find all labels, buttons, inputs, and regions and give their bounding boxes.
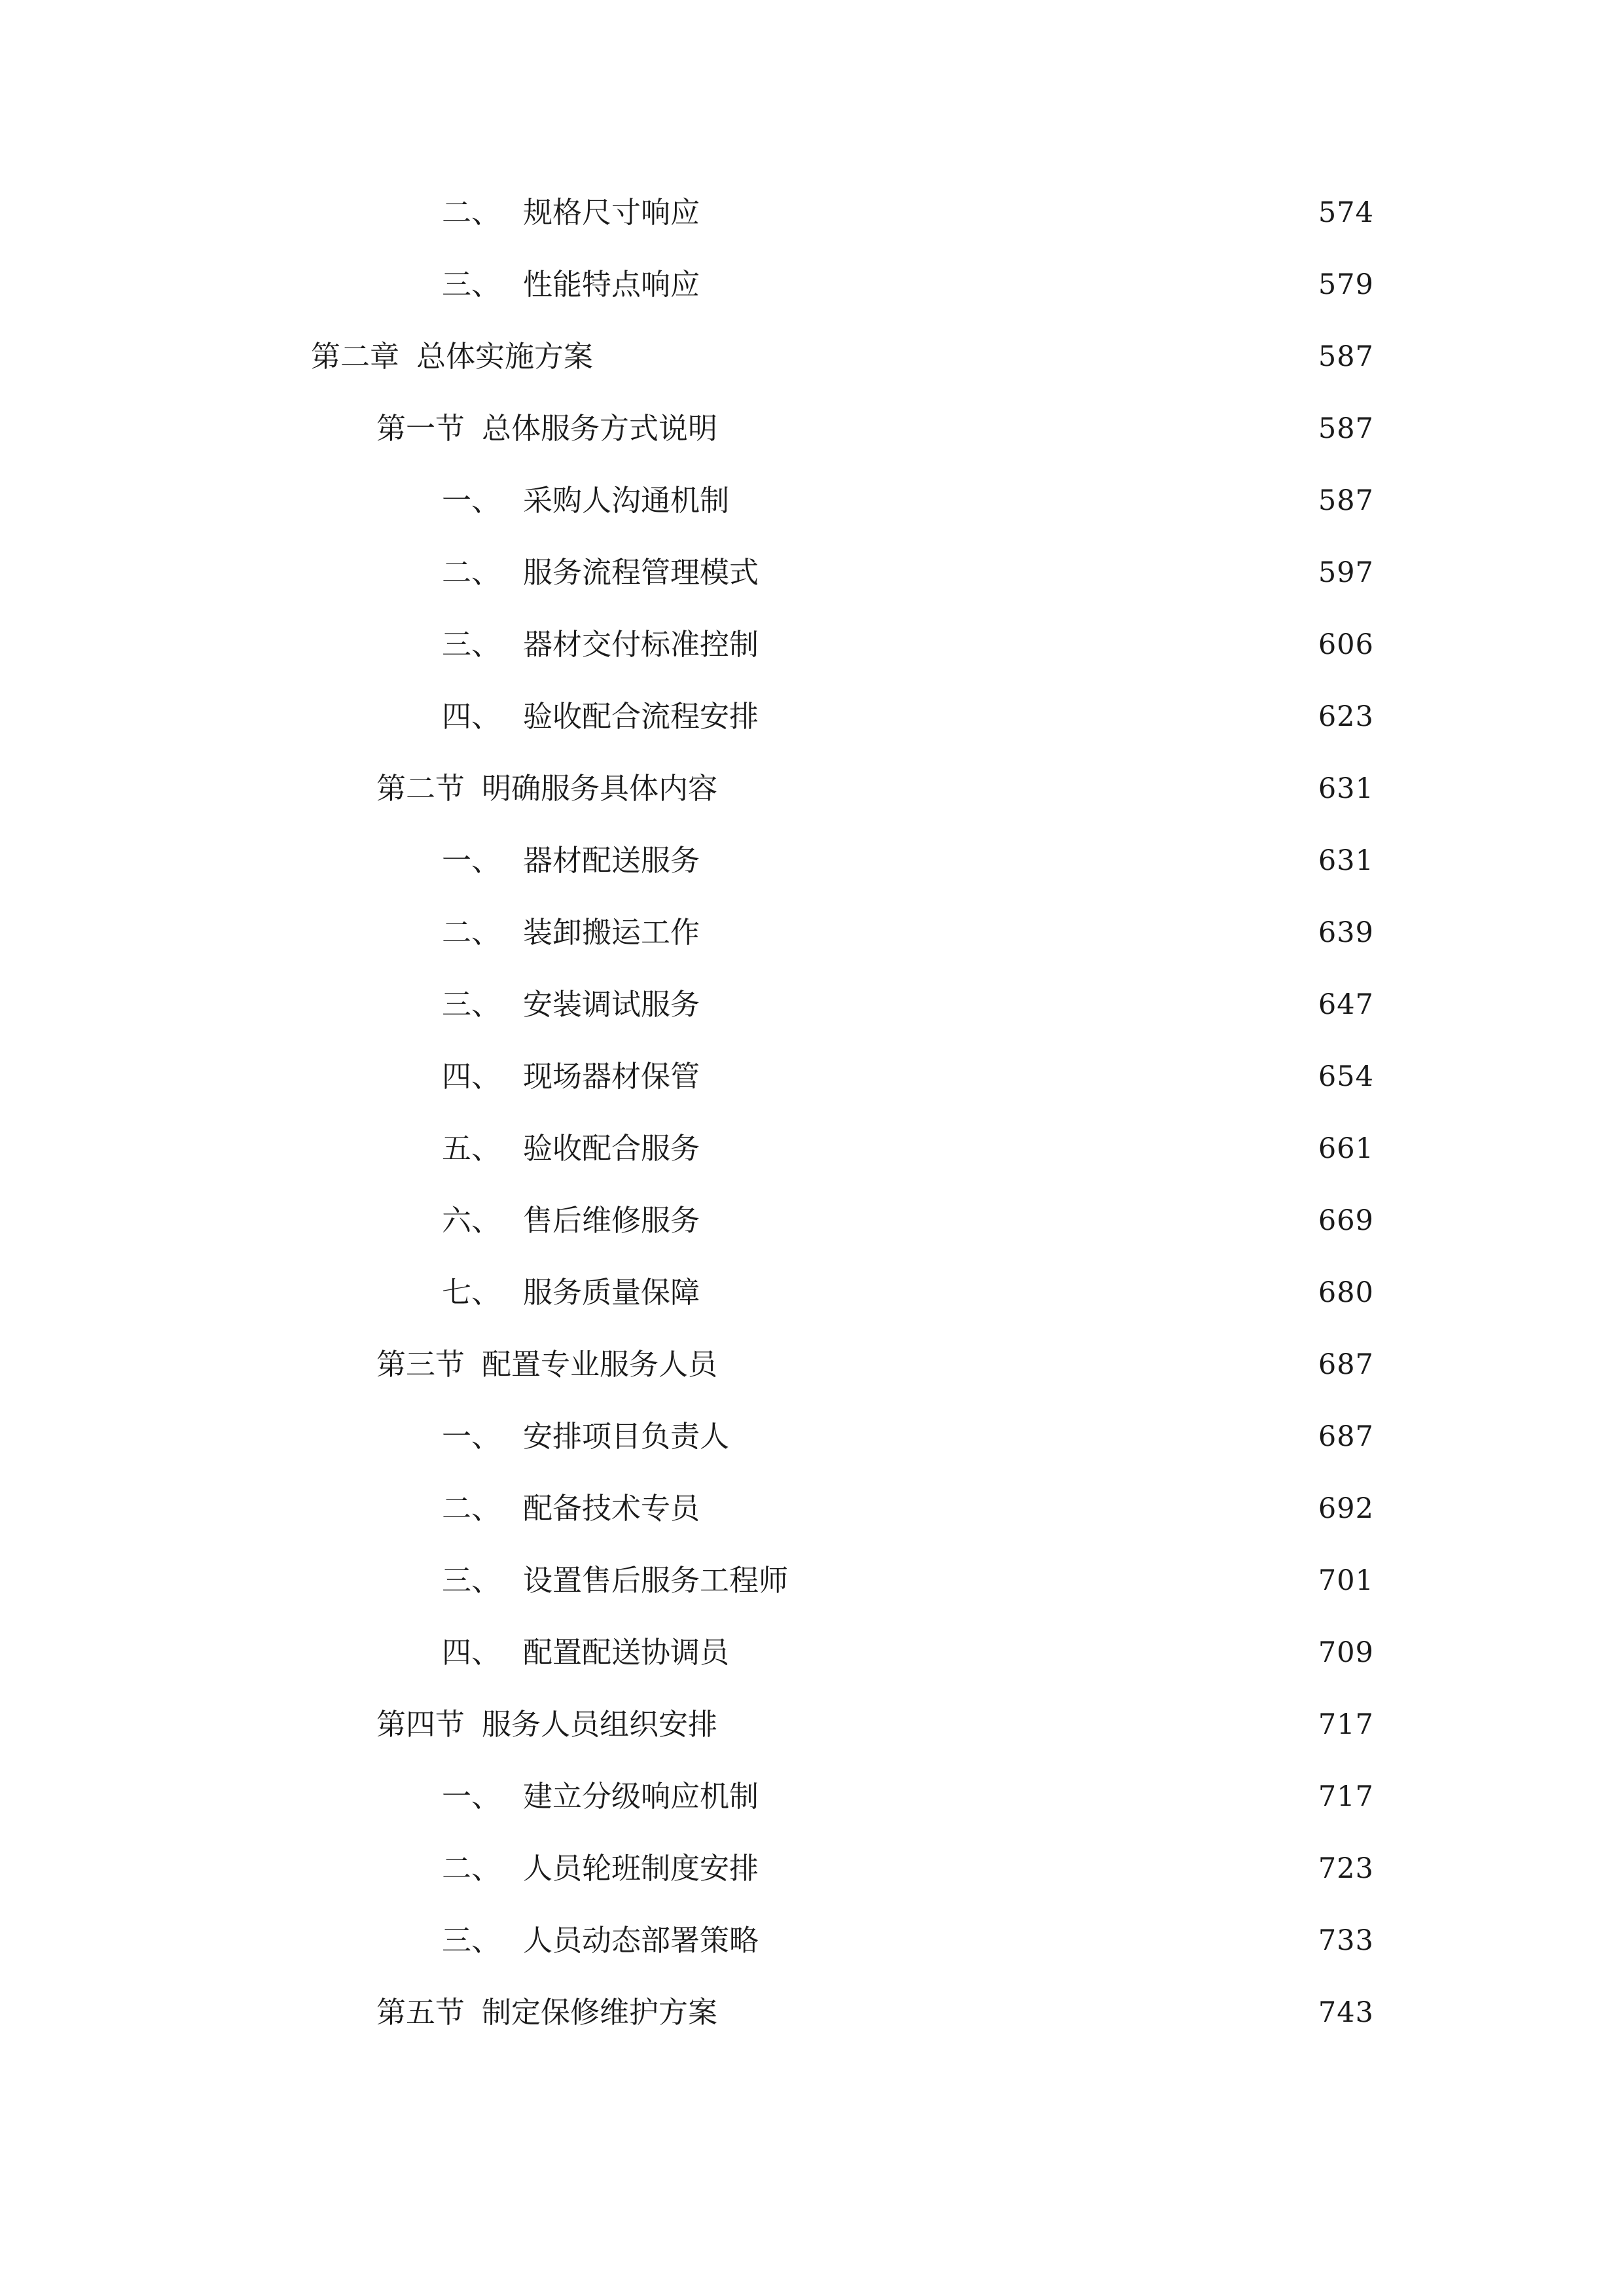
- dot-leader: [767, 1846, 1309, 1892]
- toc-entry-number: 三、: [442, 1563, 501, 1598]
- dot-leader: [708, 1054, 1309, 1100]
- toc-entry-page: 597: [1318, 556, 1374, 589]
- toc-entry-title: 器材交付标准控制: [523, 627, 759, 662]
- toc-entry-page: 606: [1318, 628, 1374, 661]
- toc-entry-chapter[interactable]: [311, 334, 1374, 380]
- dot-leader: [767, 622, 1309, 668]
- toc-entry-title: 制定保修维护方案: [482, 1995, 718, 2030]
- toc-entry-page: 579: [1318, 268, 1374, 301]
- toc-entry-number: 三、: [442, 627, 501, 662]
- dot-leader: [708, 190, 1309, 236]
- toc-entry-title: 配备技术专员: [523, 1491, 700, 1526]
- toc-entry[interactable]: [442, 550, 1374, 596]
- toc-entry-section[interactable]: [376, 1702, 1374, 1748]
- toc-entry-title: 配置配送协调员: [523, 1635, 730, 1670]
- dot-leader: [725, 766, 1309, 812]
- toc-entry[interactable]: [442, 1558, 1374, 1604]
- toc-entry-title: 总体服务方式说明: [482, 411, 718, 446]
- toc-entry-title: 服务人员组织安排: [482, 1707, 718, 1742]
- toc-entry-page: 623: [1318, 700, 1374, 733]
- toc-entry-page: 692: [1318, 1492, 1374, 1525]
- dot-leader: [737, 478, 1309, 524]
- toc-entry-title: 配置专业服务人员: [482, 1347, 718, 1382]
- toc-entry-title: 规格尺寸响应: [523, 195, 700, 230]
- dot-leader: [767, 550, 1309, 596]
- toc-entry-title: 安排项目负责人: [523, 1419, 730, 1454]
- toc-entry[interactable]: [442, 1126, 1374, 1172]
- toc-entry[interactable]: [442, 982, 1374, 1028]
- dot-leader: [767, 1918, 1309, 1964]
- toc-entry-page: 647: [1318, 988, 1374, 1021]
- toc-entry-title: 验收配合流程安排: [523, 699, 759, 734]
- toc-entry-page: 639: [1318, 916, 1374, 949]
- dot-leader: [708, 1270, 1309, 1316]
- toc-entry-number: 二、: [442, 555, 501, 590]
- toc-entry-page: 687: [1318, 1348, 1374, 1381]
- toc-entry-page: 680: [1318, 1276, 1374, 1309]
- toc-entry-title: 服务质量保障: [523, 1275, 700, 1310]
- dot-leader: [796, 1558, 1309, 1604]
- toc-entry[interactable]: [442, 1198, 1374, 1244]
- toc-entry-title: 器材配送服务: [523, 843, 700, 878]
- dot-leader: [725, 1990, 1309, 2036]
- toc-entry-title: 服务流程管理模式: [523, 555, 759, 590]
- toc-entry-number: 第一节: [376, 411, 465, 446]
- toc-entry[interactable]: [442, 1270, 1374, 1316]
- toc-entry[interactable]: [442, 622, 1374, 668]
- toc-entry-number: 四、: [442, 1635, 501, 1670]
- toc-entry-page: 701: [1318, 1564, 1374, 1597]
- dot-leader: [737, 1414, 1309, 1460]
- toc-entry-number: 七、: [442, 1275, 501, 1310]
- toc-entry[interactable]: [442, 1486, 1374, 1532]
- toc-entry-title: 明确服务具体内容: [482, 771, 718, 806]
- toc-entry-title: 验收配合服务: [523, 1131, 700, 1166]
- toc-entry-number: 一、: [442, 843, 501, 878]
- toc-entry-title: 现场器材保管: [523, 1059, 700, 1094]
- toc-entry-page: 654: [1318, 1060, 1374, 1093]
- dot-leader: [725, 406, 1309, 452]
- toc-entry-title: 设置售后服务工程师: [523, 1563, 789, 1598]
- toc-entry-number: 第二节: [376, 771, 465, 806]
- toc-entry-title: 建立分级响应机制: [523, 1779, 759, 1814]
- toc-entry-title: 总体实施方案: [416, 339, 594, 374]
- toc-entry[interactable]: [442, 1630, 1374, 1676]
- toc-entry-number: 第五节: [376, 1995, 465, 2030]
- toc-entry-page: 587: [1318, 340, 1374, 373]
- toc-entry-title: 人员轮班制度安排: [523, 1851, 759, 1886]
- toc-entry[interactable]: [442, 838, 1374, 884]
- toc-entry-title: 装卸搬运工作: [523, 915, 700, 950]
- toc-entry-number: 三、: [442, 987, 501, 1022]
- toc-entry-number: 四、: [442, 699, 501, 734]
- toc-entry-page: 587: [1318, 412, 1374, 445]
- dot-leader: [708, 910, 1309, 956]
- toc-entry-title: 性能特点响应: [523, 267, 700, 302]
- toc-entry-page: 717: [1318, 1780, 1374, 1813]
- dot-leader: [708, 838, 1309, 884]
- toc-entry-number: 二、: [442, 915, 501, 950]
- toc-entry-page: 717: [1318, 1708, 1374, 1741]
- toc-entry-page: 661: [1318, 1132, 1374, 1165]
- toc-entry[interactable]: [442, 1054, 1374, 1100]
- toc-entry-number: 二、: [442, 195, 501, 230]
- dot-leader: [601, 334, 1309, 380]
- dot-leader: [708, 262, 1309, 308]
- toc-entry-page: 709: [1318, 1636, 1374, 1669]
- toc-entry-page: 587: [1318, 484, 1374, 517]
- toc-entry[interactable]: [442, 910, 1374, 956]
- toc-entry-section[interactable]: [376, 1990, 1374, 2036]
- toc-entry-page: 743: [1318, 1996, 1374, 2029]
- toc-entry-section[interactable]: [376, 1342, 1374, 1388]
- toc-entry[interactable]: [442, 1414, 1374, 1460]
- toc-entry-number: 一、: [442, 1779, 501, 1814]
- toc-entry[interactable]: [442, 1774, 1374, 1820]
- toc-entry[interactable]: [442, 694, 1374, 740]
- toc-entry-number: 二、: [442, 1491, 501, 1526]
- toc-entry-number: 一、: [442, 1419, 501, 1454]
- toc-entry-number: 第四节: [376, 1707, 465, 1742]
- dot-leader: [737, 1630, 1309, 1676]
- toc-entry-page: 631: [1318, 844, 1374, 877]
- dot-leader: [725, 1342, 1309, 1388]
- toc-entry-title: 售后维修服务: [523, 1203, 700, 1238]
- dot-leader: [708, 1126, 1309, 1172]
- toc-entry-number: 二、: [442, 1851, 501, 1886]
- dot-leader: [708, 1198, 1309, 1244]
- toc-entry-page: 723: [1318, 1852, 1374, 1885]
- toc-entry-number: 一、: [442, 483, 501, 518]
- dot-leader: [725, 1702, 1309, 1748]
- toc-entry-title: 安装调试服务: [523, 987, 700, 1022]
- toc-entry-number: 五、: [442, 1131, 501, 1166]
- toc-entry-section[interactable]: [376, 766, 1374, 812]
- toc-entry[interactable]: [442, 1918, 1374, 1964]
- toc-entry-page: 631: [1318, 772, 1374, 805]
- toc-entry-number: 六、: [442, 1203, 501, 1238]
- toc-entry-number: 第三节: [376, 1347, 465, 1382]
- toc-entry-number: 四、: [442, 1059, 501, 1094]
- dot-leader: [708, 982, 1309, 1028]
- toc-entry-page: 733: [1318, 1924, 1374, 1957]
- toc-entry[interactable]: [442, 190, 1374, 236]
- toc-entry-title: 采购人沟通机制: [523, 483, 730, 518]
- dot-leader: [767, 1774, 1309, 1820]
- toc-entry[interactable]: [442, 262, 1374, 308]
- toc-entry[interactable]: [442, 478, 1374, 524]
- toc-entry[interactable]: [442, 1846, 1374, 1892]
- dot-leader: [708, 1486, 1309, 1532]
- toc-entry-number: 三、: [442, 1923, 501, 1958]
- toc-entry-number: 三、: [442, 267, 501, 302]
- dot-leader: [767, 694, 1309, 740]
- toc-entry-number: 第二章: [311, 339, 400, 374]
- toc-entry-page: 669: [1318, 1204, 1374, 1237]
- toc-entry-page: 574: [1318, 196, 1374, 229]
- toc-entry-title: 人员动态部署策略: [523, 1923, 759, 1958]
- toc-entry-page: 687: [1318, 1420, 1374, 1453]
- toc-entry-section[interactable]: [376, 406, 1374, 452]
